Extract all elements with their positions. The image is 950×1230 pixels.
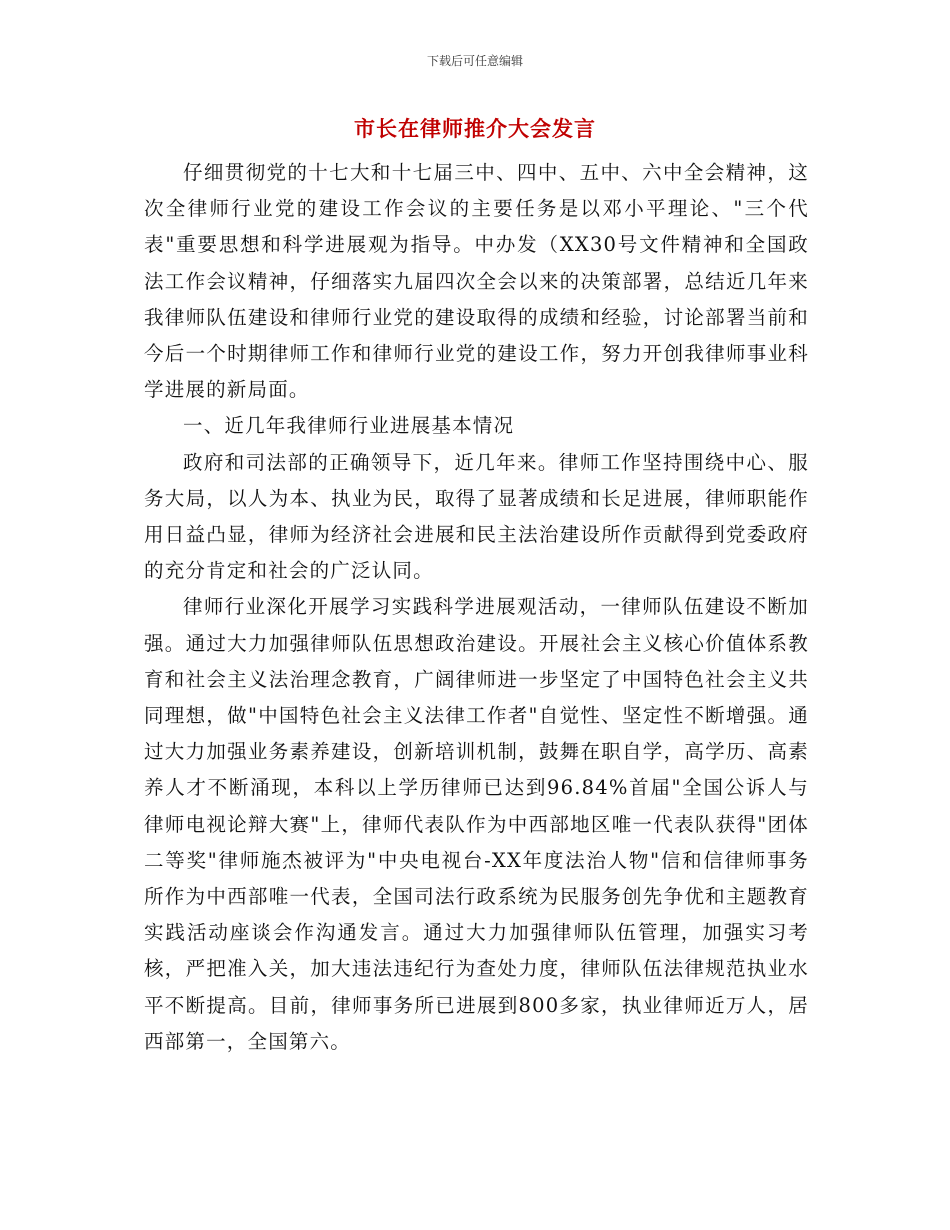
document-body	[144, 155, 809, 1060]
section-heading: 一、近几年我律师行业进展基本情况	[183, 414, 515, 438]
paragraph-team-building: 律师行业深化开展学习实践科学进展观活动，一律师队伍建设不断加强。通过大力加强律师队伍思想政治建设。开展社会主义核心价值体系教育和社会主义法治理念教育，广阔律师进一步坚定了中国特色社会主义共同理想，做"中国特色社会主义法律工作者"自觉性、坚定性不断增强。通过大力加强业务素养建设，创新培训机制，鼓舞在职自学，高学历、高素养人才不断涌现，本科以上学历律师已达到96.84%首届"全国公诉人与律师电视论辩大赛"上，律师代表队作为中西部地区唯一代表队获得"团体二等奖"律师施杰被评为"中央电视台-XX年度法治人物"信和信律师事务所作为中西部唯一代表，全国司法行政系统为民服务创先争优和主题教育实践活动座谈会作沟通发言。通过大力加强律师队伍管理，加强实习考核，严把准入关，加大违法违纪行为查处力度，律师队伍法律规范执业水平不断提高。目前，律师事务所已进展到800多家，执业律师近万人，居西部第一，全国第六。	[144, 595, 809, 1053]
paragraph-intro: 仔细贯彻党的十七大和十七届三中、四中、五中、六中全会精神，这次全律师行业党的建设工作会议的主要任务是以邓小平理论、"三个代表"重要思想和科学进展观为指导。中办发（XX30号文件精神和全国政法工作会议精神，仔细落实九届四次全会以来的决策部署，总结近几年来我律师队伍建设和律师行业党的建设取得的成绩和经验，讨论部署当前和今后一个时期律师工作和律师行业党的建设工作，努力开创我律师事业科学进展的新局面。	[144, 161, 809, 402]
paragraph-progress: 政府和司法部的正确领导下，近几年来。律师工作坚持围绕中心、服务大局，以人为本、执业为民，取得了显著成绩和长足进展，律师职能作用日益凸显，律师为经济社会进展和民主法治建设所作贡献得到党委政府的充分肯定和社会的广泛认同。	[144, 450, 809, 583]
header-note: 下载后可任意编辑	[426, 54, 523, 68]
document-title: 市长在律师推介大会发言	[354, 116, 596, 141]
